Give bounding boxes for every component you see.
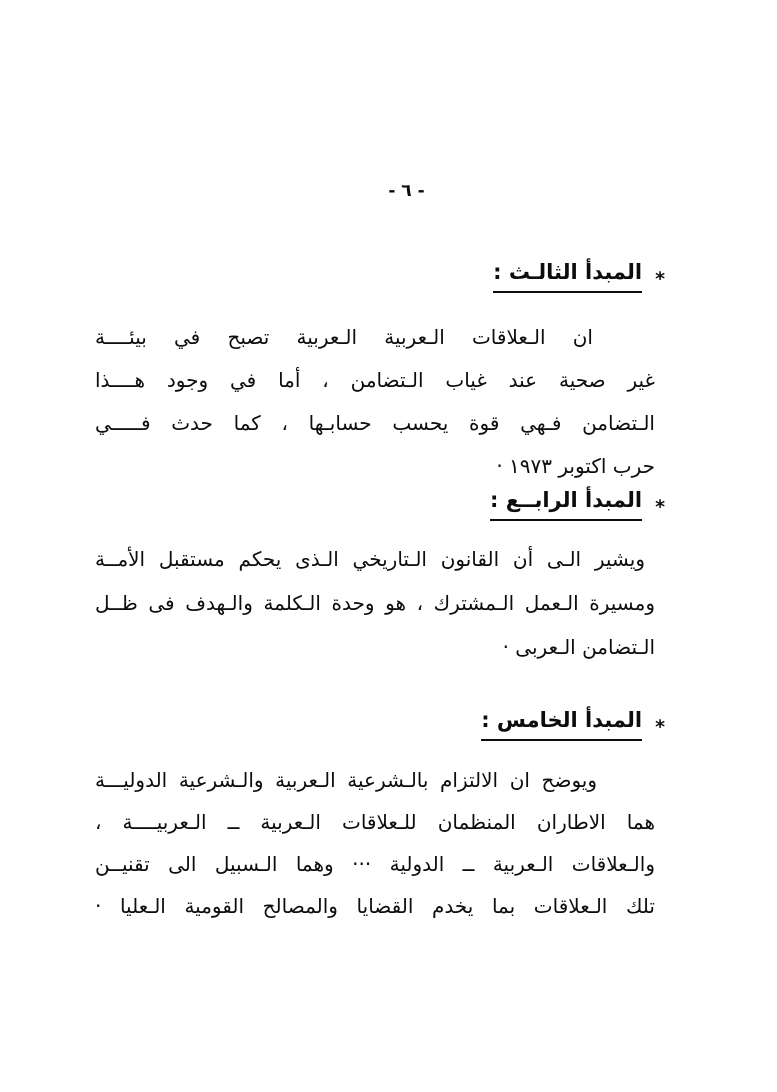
asterisk-bullet-icon: * [655,716,665,738]
heading-text: المبدأ الرابــع : [490,487,642,521]
section-heading-fourth-principle [490,487,665,521]
asterisk-bullet-icon: * [655,496,665,518]
paragraph-line: حرب اكتوبر ١٩٧٣ · [496,454,655,478]
paragraph-line: الـتضامن فـهي قوة يحسب حسابـها ، كما حدث فـــــي [95,411,655,435]
paragraph-line: ويشير الـى أن القانون الـتاريخي الـذى يحكم مستقبل الأمــة [95,547,645,571]
paragraph-third-principle [95,316,655,488]
section-heading-third-principle [493,259,665,293]
asterisk-bullet-icon: * [655,268,665,290]
paragraph-line: ويوضح ان الالتزام بالـشرعية الـعربية والـشرعية الدوليـــة [95,768,597,792]
paragraph-line: ومسيرة الـعمل الـمشترك ، هو وحدة الـكلمة والـهدف فى ظــل [95,591,655,615]
page-number: - ٦ - [388,181,425,201]
paragraph-line: ان الـعلاقات الـعربية الـعربية تصبح في بيئــــة [95,325,593,349]
paragraph-fifth-principle [95,759,655,927]
section-heading-fifth-principle [481,707,665,741]
paragraph-line: هما الاطاران المنظمان للـعلاقات الـعربية ــ الـعربيــــة ، [95,810,655,834]
heading-text: المبدأ الثالـث : [493,259,642,293]
paragraph-line: غير صحية عند غياب الـتضامن ، أما في وجود هــــذا [95,368,655,392]
paragraph-line: الـتضامن الـعربى · [502,635,655,659]
heading-text: المبدأ الخامس : [481,707,642,741]
paragraph-line: والـعلاقات الـعربية ــ الدولية ··· وهما الـسبيل الى تقنيــن [95,852,655,876]
paragraph-line: تلك الـعلاقات بما يخدم القضايا والمصالح القومية الـعليا · [95,894,655,918]
paragraph-fourth-principle [95,537,655,669]
